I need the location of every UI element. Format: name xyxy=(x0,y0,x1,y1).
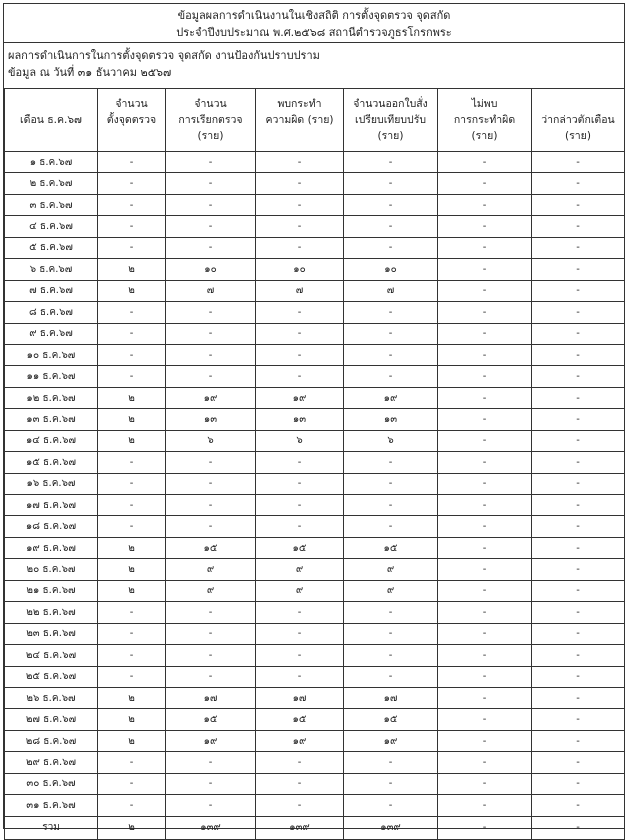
table-row xyxy=(5,495,625,516)
value-cell: - xyxy=(166,452,256,473)
value-cell: ๙ xyxy=(344,580,438,601)
value-cell: - xyxy=(256,495,344,516)
date-cell: ๔ ธ.ค.๖๗ xyxy=(5,216,98,237)
value-cell: - xyxy=(344,302,438,323)
value-cell: - xyxy=(256,666,344,687)
table-row xyxy=(5,730,625,751)
value-cell: - xyxy=(98,666,166,687)
checkpoint-table xyxy=(4,88,625,840)
value-cell: - xyxy=(98,452,166,473)
value-cell: - xyxy=(438,366,532,387)
value-cell: - xyxy=(166,645,256,666)
table-row xyxy=(5,173,625,194)
table-row xyxy=(5,409,625,430)
date-cell: ๑๒ ธ.ค.๖๗ xyxy=(5,387,98,408)
table-row xyxy=(5,280,625,301)
value-cell: - xyxy=(256,473,344,494)
value-cell: - xyxy=(532,645,625,666)
value-cell: ๒ xyxy=(98,687,166,708)
value-cell: - xyxy=(166,602,256,623)
value-cell: - xyxy=(344,194,438,215)
value-cell: - xyxy=(98,344,166,365)
header-line: พบกระทำ xyxy=(277,98,322,110)
table-row xyxy=(5,666,625,687)
table-row xyxy=(5,452,625,473)
value-cell: - xyxy=(438,623,532,644)
table-body xyxy=(5,152,625,840)
total-value: ๑๓๙ xyxy=(256,816,344,839)
subtitle-line-1: ผลการดำเนินการในการตั้งจุดตรวจ จุดสกัด งานป้องกันปราบปราม xyxy=(8,49,320,62)
value-cell: - xyxy=(344,666,438,687)
header-month xyxy=(5,89,98,152)
header-line: จำนวน xyxy=(115,98,148,110)
date-cell: ๑๖ ธ.ค.๖๗ xyxy=(5,473,98,494)
subtitle-line-2: ข้อมูล ณ วันที่ ๓๑ ธันวาคม ๒๕๖๗ xyxy=(8,66,172,79)
value-cell: - xyxy=(166,516,256,537)
date-cell: ๙ ธ.ค.๖๗ xyxy=(5,323,98,344)
value-cell: - xyxy=(166,237,256,258)
value-cell: ๗ xyxy=(166,280,256,301)
header-line: ว่ากล่าวตักเตือน xyxy=(541,114,615,126)
table-header-row xyxy=(5,89,625,152)
value-cell: - xyxy=(438,687,532,708)
value-cell: - xyxy=(256,216,344,237)
value-cell: - xyxy=(532,537,625,558)
header-line: (ราย) xyxy=(471,130,498,142)
header-line: (ราย) xyxy=(565,130,591,142)
header-line: การเรียกตรวจ xyxy=(178,114,243,126)
table-row xyxy=(5,516,625,537)
value-cell: - xyxy=(98,645,166,666)
value-cell: - xyxy=(344,773,438,794)
value-cell: - xyxy=(532,302,625,323)
value-cell: - xyxy=(166,173,256,194)
table-row xyxy=(5,216,625,237)
value-cell: - xyxy=(256,194,344,215)
total-value: ๑๓๙ xyxy=(344,816,438,839)
value-cell: - xyxy=(166,773,256,794)
header-checkpoints xyxy=(98,89,166,152)
value-cell: - xyxy=(256,773,344,794)
value-cell: - xyxy=(166,216,256,237)
value-cell: - xyxy=(256,795,344,816)
value-cell: - xyxy=(166,473,256,494)
table-row xyxy=(5,623,625,644)
value-cell: ๗ xyxy=(256,280,344,301)
value-cell: - xyxy=(98,173,166,194)
header-no-offense xyxy=(438,89,532,152)
value-cell: - xyxy=(532,580,625,601)
header-line xyxy=(532,96,624,112)
value-cell: - xyxy=(438,730,532,751)
value-cell: - xyxy=(532,730,625,751)
value-cell: - xyxy=(256,752,344,773)
report-subtitle xyxy=(4,43,624,88)
value-cell: - xyxy=(166,366,256,387)
header-line: (ราย) xyxy=(197,130,224,142)
value-cell: - xyxy=(532,602,625,623)
value-cell: - xyxy=(532,173,625,194)
report-frame xyxy=(3,3,625,834)
value-cell: - xyxy=(344,602,438,623)
value-cell: - xyxy=(98,323,166,344)
value-cell: - xyxy=(344,752,438,773)
value-cell: - xyxy=(532,216,625,237)
header-line xyxy=(5,96,97,112)
value-cell: - xyxy=(344,366,438,387)
value-cell: - xyxy=(166,194,256,215)
title-line-2: ประจำปีงบประมาณ พ.ศ.๒๕๖๘ สถานีตำรวจภูธรโกรกพระ xyxy=(176,26,452,39)
value-cell: - xyxy=(438,495,532,516)
value-cell: ๒ xyxy=(98,259,166,280)
date-cell: ๓๐ ธ.ค.๖๗ xyxy=(5,773,98,794)
value-cell: - xyxy=(166,666,256,687)
value-cell: - xyxy=(344,152,438,173)
value-cell: - xyxy=(532,516,625,537)
table-row xyxy=(5,387,625,408)
value-cell: - xyxy=(166,344,256,365)
value-cell: ๑๗ xyxy=(166,687,256,708)
value-cell: ๒ xyxy=(98,430,166,451)
table-row xyxy=(5,152,625,173)
value-cell: - xyxy=(532,709,625,730)
value-cell: - xyxy=(256,302,344,323)
value-cell: - xyxy=(532,194,625,215)
date-cell: ๑๐ ธ.ค.๖๗ xyxy=(5,344,98,365)
value-cell: - xyxy=(344,495,438,516)
date-cell: ๗ ธ.ค.๖๗ xyxy=(5,280,98,301)
value-cell: - xyxy=(256,173,344,194)
date-cell: ๑๕ ธ.ค.๖๗ xyxy=(5,452,98,473)
date-cell: ๑๓ ธ.ค.๖๗ xyxy=(5,409,98,430)
value-cell: - xyxy=(166,752,256,773)
total-value: ๑๓๙ xyxy=(166,816,256,839)
value-cell: ๑๓ xyxy=(166,409,256,430)
table-row xyxy=(5,687,625,708)
header-tickets xyxy=(344,89,438,152)
value-cell: - xyxy=(256,152,344,173)
value-cell: ๑๐ xyxy=(256,259,344,280)
value-cell: - xyxy=(344,237,438,258)
value-cell: ๑๓ xyxy=(256,409,344,430)
value-cell: - xyxy=(438,645,532,666)
value-cell: - xyxy=(344,623,438,644)
total-value: - xyxy=(532,816,625,839)
value-cell: ๑๕ xyxy=(256,709,344,730)
value-cell: ๙ xyxy=(166,580,256,601)
date-cell: ๑๔ ธ.ค.๖๗ xyxy=(5,430,98,451)
header-line: การกระทำผิด xyxy=(453,114,516,126)
value-cell: - xyxy=(438,666,532,687)
value-cell: - xyxy=(438,452,532,473)
value-cell: ๑๗ xyxy=(256,687,344,708)
value-cell: ๑๕ xyxy=(344,709,438,730)
value-cell: ๑๐ xyxy=(344,259,438,280)
value-cell: - xyxy=(344,344,438,365)
value-cell: - xyxy=(438,580,532,601)
total-value: ๒ xyxy=(98,816,166,839)
value-cell: - xyxy=(256,452,344,473)
value-cell: - xyxy=(438,344,532,365)
value-cell: - xyxy=(98,495,166,516)
table-row xyxy=(5,430,625,451)
date-cell: ๒๒ ธ.ค.๖๗ xyxy=(5,602,98,623)
value-cell: ๒ xyxy=(98,537,166,558)
value-cell: ๖ xyxy=(166,430,256,451)
table-row xyxy=(5,602,625,623)
value-cell: - xyxy=(532,280,625,301)
value-cell: - xyxy=(438,537,532,558)
header-offenses xyxy=(256,89,344,152)
date-cell: ๖ ธ.ค.๖๗ xyxy=(5,259,98,280)
value-cell: - xyxy=(98,302,166,323)
value-cell: - xyxy=(438,216,532,237)
value-cell: ๑๗ xyxy=(344,687,438,708)
value-cell: - xyxy=(98,602,166,623)
date-cell: ๒๔ ธ.ค.๖๗ xyxy=(5,645,98,666)
value-cell: - xyxy=(98,795,166,816)
date-cell: ๘ ธ.ค.๖๗ xyxy=(5,302,98,323)
value-cell: - xyxy=(256,602,344,623)
value-cell: - xyxy=(98,152,166,173)
total-row xyxy=(5,816,625,839)
table-row xyxy=(5,645,625,666)
value-cell: ๒ xyxy=(98,559,166,580)
header-line: เปรียบเทียบปรับ xyxy=(354,114,426,126)
date-cell: ๑ ธ.ค.๖๗ xyxy=(5,152,98,173)
value-cell: - xyxy=(256,323,344,344)
value-cell: - xyxy=(438,430,532,451)
date-cell: ๒๑ ธ.ค.๖๗ xyxy=(5,580,98,601)
value-cell: - xyxy=(438,602,532,623)
table-row xyxy=(5,773,625,794)
date-cell: ๒๗ ธ.ค.๖๗ xyxy=(5,709,98,730)
header-line xyxy=(256,128,343,144)
value-cell: - xyxy=(532,452,625,473)
header-line: ไม่พบ xyxy=(471,98,498,110)
value-cell: ๑๙ xyxy=(344,730,438,751)
table-row xyxy=(5,709,625,730)
value-cell: - xyxy=(256,366,344,387)
value-cell: - xyxy=(438,409,532,430)
value-cell: - xyxy=(344,323,438,344)
date-cell: ๓ ธ.ค.๖๗ xyxy=(5,194,98,215)
header-warnings xyxy=(532,89,625,152)
value-cell: ๙ xyxy=(256,559,344,580)
value-cell: - xyxy=(532,366,625,387)
value-cell: - xyxy=(166,152,256,173)
table-row xyxy=(5,795,625,816)
date-cell: ๓๑ ธ.ค.๖๗ xyxy=(5,795,98,816)
date-cell: ๒๙ ธ.ค.๖๗ xyxy=(5,752,98,773)
table-row xyxy=(5,344,625,365)
date-cell: ๒๓ ธ.ค.๖๗ xyxy=(5,623,98,644)
date-cell: ๑๗ ธ.ค.๖๗ xyxy=(5,495,98,516)
total-value: - xyxy=(438,816,532,839)
value-cell: ๑๕ xyxy=(166,537,256,558)
value-cell: ๑๙ xyxy=(166,387,256,408)
value-cell: - xyxy=(256,344,344,365)
value-cell: ๑๕ xyxy=(166,709,256,730)
value-cell: - xyxy=(532,666,625,687)
value-cell: - xyxy=(532,752,625,773)
value-cell: ๑๙ xyxy=(256,730,344,751)
table-row xyxy=(5,473,625,494)
value-cell: - xyxy=(532,237,625,258)
title-line-1: ข้อมูลผลการดำเนินงานในเชิงสถิติ การตั้งจุดตรวจ จุดสกัด xyxy=(177,9,451,22)
value-cell: - xyxy=(438,709,532,730)
value-cell: ๙ xyxy=(344,559,438,580)
date-cell: ๒๖ ธ.ค.๖๗ xyxy=(5,687,98,708)
date-cell: ๒๕ ธ.ค.๖๗ xyxy=(5,666,98,687)
value-cell: - xyxy=(344,795,438,816)
value-cell: - xyxy=(98,366,166,387)
value-cell: - xyxy=(532,495,625,516)
value-cell: - xyxy=(532,430,625,451)
value-cell: - xyxy=(438,302,532,323)
table-row xyxy=(5,559,625,580)
date-cell: ๑๑ ธ.ค.๖๗ xyxy=(5,366,98,387)
value-cell: - xyxy=(438,259,532,280)
value-cell: ๑๙ xyxy=(256,387,344,408)
value-cell: - xyxy=(532,323,625,344)
value-cell: - xyxy=(344,473,438,494)
value-cell: - xyxy=(256,516,344,537)
table-row xyxy=(5,237,625,258)
value-cell: - xyxy=(344,216,438,237)
header-inspections xyxy=(166,89,256,152)
value-cell: ๑๕ xyxy=(344,537,438,558)
value-cell: - xyxy=(256,623,344,644)
date-cell: ๑๙ ธ.ค.๖๗ xyxy=(5,537,98,558)
value-cell: ๑๙ xyxy=(344,387,438,408)
value-cell: ๑๓ xyxy=(344,409,438,430)
value-cell: - xyxy=(532,387,625,408)
value-cell: - xyxy=(344,452,438,473)
table-row xyxy=(5,302,625,323)
date-cell: ๒๐ ธ.ค.๖๗ xyxy=(5,559,98,580)
table-row xyxy=(5,537,625,558)
header-line: จำนวนออกใบสั่ง xyxy=(353,98,428,110)
value-cell: ๒ xyxy=(98,709,166,730)
header-line: เดือน ธ.ค.๖๗ xyxy=(20,114,82,126)
value-cell: - xyxy=(532,623,625,644)
value-cell: - xyxy=(438,323,532,344)
value-cell: - xyxy=(532,152,625,173)
table-row xyxy=(5,366,625,387)
value-cell: - xyxy=(438,280,532,301)
value-cell: ๒ xyxy=(98,280,166,301)
table-row xyxy=(5,259,625,280)
value-cell: ๒ xyxy=(98,387,166,408)
value-cell: - xyxy=(166,623,256,644)
table-row xyxy=(5,580,625,601)
header-line xyxy=(98,128,165,144)
value-cell: ๙ xyxy=(256,580,344,601)
value-cell: - xyxy=(438,152,532,173)
date-cell: ๒ ธ.ค.๖๗ xyxy=(5,173,98,194)
value-cell: - xyxy=(438,173,532,194)
value-cell: - xyxy=(166,323,256,344)
value-cell: ๙ xyxy=(166,559,256,580)
value-cell: - xyxy=(98,216,166,237)
value-cell: - xyxy=(98,752,166,773)
value-cell: - xyxy=(166,302,256,323)
header-line xyxy=(5,128,97,144)
value-cell: - xyxy=(532,795,625,816)
date-cell: ๑๘ ธ.ค.๖๗ xyxy=(5,516,98,537)
value-cell: ๑๕ xyxy=(256,537,344,558)
value-cell: - xyxy=(344,645,438,666)
header-line: (ราย) xyxy=(377,130,404,142)
value-cell: ๒ xyxy=(98,580,166,601)
value-cell: - xyxy=(438,795,532,816)
value-cell: - xyxy=(438,194,532,215)
header-line: จำนวน xyxy=(194,98,227,110)
value-cell: - xyxy=(438,773,532,794)
table-row xyxy=(5,194,625,215)
value-cell: ๗ xyxy=(344,280,438,301)
value-cell: - xyxy=(532,773,625,794)
value-cell: ๑๐ xyxy=(166,259,256,280)
value-cell: - xyxy=(98,516,166,537)
value-cell: - xyxy=(256,645,344,666)
value-cell: ๒ xyxy=(98,730,166,751)
value-cell: - xyxy=(256,237,344,258)
value-cell: - xyxy=(344,173,438,194)
date-cell: ๒๘ ธ.ค.๖๗ xyxy=(5,730,98,751)
value-cell: ๒ xyxy=(98,409,166,430)
value-cell: - xyxy=(98,473,166,494)
value-cell: - xyxy=(532,473,625,494)
value-cell: - xyxy=(532,259,625,280)
value-cell: - xyxy=(532,559,625,580)
value-cell: ๑๙ xyxy=(166,730,256,751)
value-cell: - xyxy=(438,237,532,258)
value-cell: - xyxy=(438,516,532,537)
value-cell: - xyxy=(438,752,532,773)
value-cell: - xyxy=(438,473,532,494)
value-cell: - xyxy=(344,516,438,537)
table-row xyxy=(5,323,625,344)
value-cell: - xyxy=(166,795,256,816)
value-cell: - xyxy=(438,559,532,580)
value-cell: - xyxy=(98,237,166,258)
value-cell: - xyxy=(532,409,625,430)
value-cell: - xyxy=(98,623,166,644)
value-cell: - xyxy=(98,773,166,794)
value-cell: - xyxy=(438,387,532,408)
value-cell: - xyxy=(98,194,166,215)
date-cell: ๕ ธ.ค.๖๗ xyxy=(5,237,98,258)
header-line: ตั้งจุดตรวจ xyxy=(106,114,157,126)
value-cell: ๖ xyxy=(256,430,344,451)
header-line: ความผิด (ราย) xyxy=(265,114,334,126)
total-label: รวม xyxy=(5,816,98,839)
value-cell: - xyxy=(532,687,625,708)
value-cell: - xyxy=(166,495,256,516)
table-row xyxy=(5,752,625,773)
report-title xyxy=(4,4,624,43)
value-cell: ๖ xyxy=(344,430,438,451)
value-cell: - xyxy=(532,344,625,365)
